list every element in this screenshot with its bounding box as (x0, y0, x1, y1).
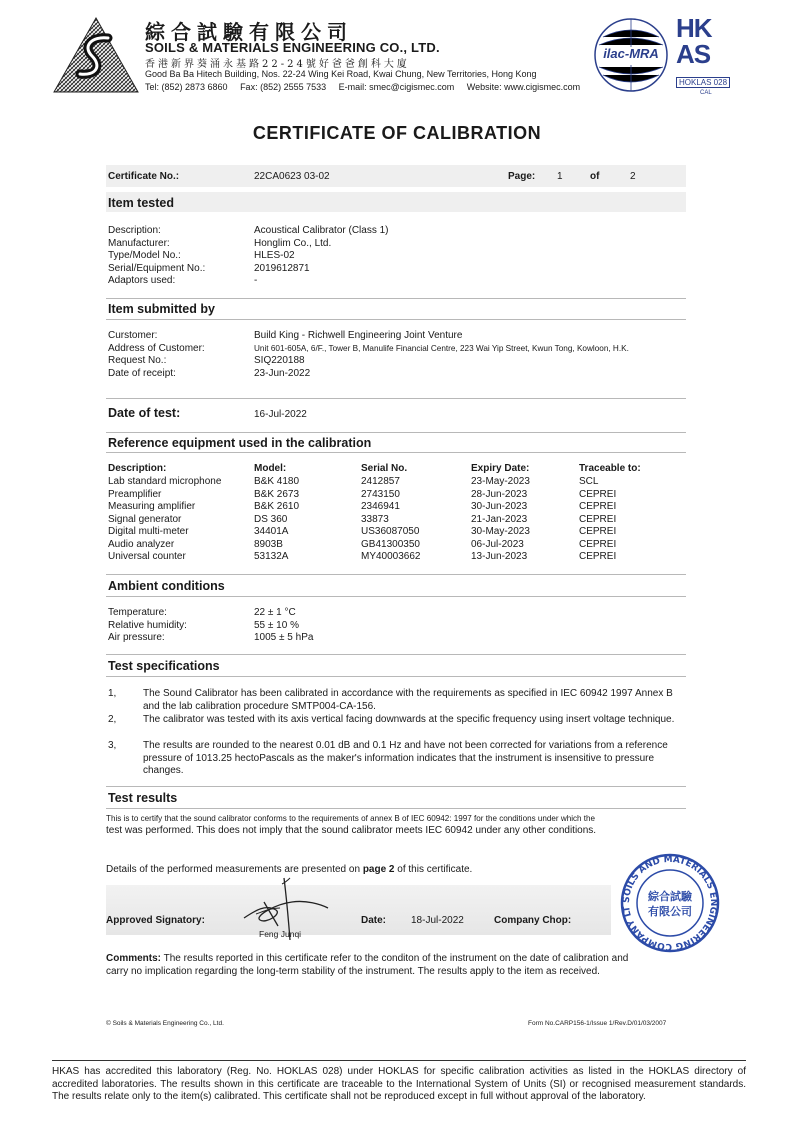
item-submitted-label: Address of Customer: (108, 342, 205, 354)
item-tested-label: Manufacturer: (108, 237, 170, 249)
item-tested-value: 2019612871 (254, 262, 310, 274)
item-tested-header-bar (106, 192, 686, 212)
approved-signatory-label: Approved Signatory: (106, 915, 205, 926)
date-of-test-value: 16-Jul-2022 (254, 409, 307, 420)
section-divider (106, 654, 686, 655)
document-title: CERTIFICATE OF CALIBRATION (252, 123, 542, 143)
company-stamp (612, 853, 728, 953)
spec-text-line: and the lab calibration procedure SMTP004-CA-156. (143, 700, 376, 712)
signature-date-label: Date: (361, 915, 387, 926)
section-divider (106, 432, 686, 433)
item-tested-label: Description: (108, 225, 161, 236)
item-tested-value: HLES-02 (254, 250, 295, 261)
table-cell: US36087050 (361, 526, 420, 537)
comments-line: carry no implication regarding the long-term stability of the instrument. The results apply to the item as received. (106, 966, 600, 977)
company-name-english: SOILS & MATERIALS ENGINEERING CO., LTD. (145, 40, 440, 55)
comments-label: Comments: (106, 953, 162, 964)
table-cell: 21-Jan-2023 (471, 513, 528, 525)
column-header: Serial No. (361, 463, 408, 474)
section-divider (106, 786, 686, 787)
section-divider (106, 298, 686, 299)
signature-date-value: 18-Jul-2022 (411, 915, 464, 926)
spec-text-line: The Sound Calibrator has been calibrated in accordance with the requirements as specified in IEC 60942 1997 Annex B (143, 688, 673, 699)
table-cell: 2346941 (361, 501, 400, 512)
company-name-chinese: 綜合試驗有限公司 (145, 20, 353, 44)
test-results-line: test was performed. This does not imply that the sound calibrator meets IEC 60942 under any other conditions. (106, 825, 597, 836)
ilac-mra-text: ilac-MRA (603, 46, 659, 61)
table-cell: GB41300350 (361, 538, 420, 550)
cal-text: CAL (700, 90, 712, 96)
table-cell: Signal generator (108, 513, 182, 525)
page-number: 1 (557, 171, 563, 182)
footer-divider (52, 1060, 746, 1061)
page-label: Page: (508, 171, 536, 182)
ambient-conditions-heading: Ambient conditions (108, 579, 225, 593)
item-submitted-value: 23-Jun-2022 (254, 367, 311, 379)
item-submitted-label: Curstomer: (108, 330, 158, 341)
spec-text-line: The results are rounded to the nearest 0.01 dB and 0.1 Hz and have not been corrected for variations from a reference (143, 740, 668, 751)
ambient-label: Air pressure: (108, 632, 165, 643)
page-of-label: of (590, 171, 600, 182)
spec-number: 2, (108, 714, 117, 725)
column-header: Description: (108, 463, 167, 474)
certificate-number-value: 22CA0623 03-02 (254, 171, 330, 182)
company-chop-label: Company Chop: (494, 915, 572, 926)
table-cell: Preamplifier (108, 488, 162, 500)
table-cell: 28-Jun-2023 (471, 488, 528, 500)
table-cell: 34401A (254, 526, 289, 537)
table-cell: CEPREI (579, 513, 617, 525)
table-cell: Lab standard microphone (108, 476, 222, 487)
address-english: Good Ba Ba Hitech Building, Nos. 22-24 Wing Kei Road, Kwai Chung, New Territories, Hong Kong (145, 69, 537, 79)
hkas-logo (676, 15, 746, 95)
table-cell: 13-Jun-2023 (471, 551, 528, 562)
comments-text: The results reported in this certificate refer to the conditon of the instrument on the date of calibration and (161, 953, 629, 964)
signatory-name: Feng Junqi (259, 929, 302, 939)
spec-number: 1, (108, 688, 117, 699)
stamp-inner-line1: 綜合試驗 (648, 890, 692, 903)
item-tested-label: Adaptors used: (108, 275, 176, 286)
section-divider (106, 574, 686, 575)
table-cell: CEPREI (579, 538, 617, 550)
hoklas-badge: HOKLAS 028 (676, 77, 730, 88)
item-submitted-heading: Item submitted by (108, 302, 215, 316)
stamp-inner-line2: 有限公司 (648, 905, 692, 918)
table-cell: DS 360 (254, 513, 288, 525)
column-header: Expiry Date: (471, 463, 530, 474)
table-cell: 8903B (254, 538, 283, 550)
section-divider (106, 808, 686, 809)
section-divider (106, 319, 686, 320)
details-page-ref: page 2 (362, 864, 395, 875)
table-cell: Universal counter (108, 551, 186, 562)
item-tested-value: Acoustical Calibrator (Class 1) (254, 225, 389, 236)
section-divider (106, 452, 686, 453)
spec-text-line: pressure of 1013.25 hectoPascals as the maker's information indicates that the instrument is insensitive to pressure (143, 752, 655, 764)
ambient-value: 22 ± 1 °C (254, 607, 296, 618)
column-header: Model: (254, 463, 287, 474)
item-tested-label: Type/Model No.: (108, 250, 181, 261)
copyright-notice: © Soils & Materials Engineering Co., Ltd. (106, 1020, 224, 1027)
item-submitted-value: Build King - Richwell Engineering Joint Venture (254, 330, 463, 341)
spec-text-line: The calibrator was tested with its axis vertical facing downwards at the specific frequency using insert voltage technique. (143, 714, 675, 725)
ambient-value: 55 ± 10 % (254, 619, 299, 631)
table-cell: CEPREI (579, 501, 617, 512)
table-cell: 23-May-2023 (471, 476, 530, 487)
column-header: Traceable to: (579, 463, 641, 474)
accreditation-note: HKAS has accredited this laboratory (Reg. No. HOKLAS 028) under HOKLAS for specific calibration activities as listed in the HOKLAS directory of accredited laboratories. The results shown in this certificate are traceable to the International System of Units (SI) or recognised measurement standards. The results relate only to the item(s) calibrated. This certificate shall not be reproduced except in full without approval of the laboratory. (52, 1066, 746, 1102)
spec-text-line: changes. (143, 765, 184, 776)
ambient-label: Relative humidity: (108, 619, 187, 631)
table-cell: 2743150 (361, 488, 400, 500)
ambient-value: 1005 ± 5 hPa (254, 632, 314, 643)
form-number: Form No.CARP156-1/Issue 1/Rev.D/01/03/2007 (528, 1020, 667, 1027)
table-cell: B&K 2673 (254, 488, 300, 500)
ilac-mra-logo (593, 17, 669, 93)
item-submitted-label: Request No.: (108, 355, 167, 366)
hkas-text: HKAS (676, 13, 712, 69)
section-divider (106, 676, 686, 677)
table-cell: Measuring amplifier (108, 501, 196, 512)
table-cell: CEPREI (579, 526, 617, 537)
table-cell: 33873 (361, 513, 389, 525)
test-specifications-heading: Test specifications (108, 659, 220, 673)
item-tested-heading: Item tested (108, 196, 174, 210)
table-cell: 30-Jun-2023 (471, 501, 528, 512)
spec-number: 3, (108, 740, 117, 751)
table-cell: CEPREI (579, 488, 617, 500)
item-tested-value: - (254, 275, 258, 286)
test-results-heading: Test results (108, 791, 178, 805)
details-suffix: of this certificate. (394, 864, 473, 875)
table-cell: MY40003662 (361, 551, 421, 562)
table-cell: 06-Jul-2023 (471, 538, 524, 550)
table-cell: 2412857 (361, 476, 400, 487)
item-submitted-value: SIQ220188 (254, 355, 305, 366)
item-tested-value: Honglim Co., Ltd. (254, 237, 332, 249)
contact-info: Tel: (852) 2873 6860 Fax: (852) 2555 7533 E-mail: smec@cigismec.com Website: www.cigismec.com (145, 82, 581, 92)
reference-equipment-heading: Reference equipment used in the calibration (108, 436, 372, 450)
company-logo (52, 16, 140, 94)
table-cell: CEPREI (579, 551, 617, 562)
signatory-bar (106, 885, 611, 935)
table-cell: Digital multi-meter (108, 526, 189, 537)
test-results-line: This is to certify that the sound calibrator conforms to the requirements of annex B of IEC 60942: 1997 for the conditions under which the (106, 814, 596, 823)
comments-line (106, 953, 628, 966)
details-prefix: Details of the performed measurements are presented on (106, 864, 363, 875)
stamp-ring-text: SOILS AND MATERIALS ENGINEERING COMPANY LT (621, 854, 719, 952)
address-chinese: 香港新界葵涌永基路22-24號好爸爸創科大廈 (145, 59, 410, 70)
item-submitted-label: Date of receipt: (108, 367, 176, 379)
date-of-test-label: Date of test: (108, 406, 181, 420)
table-cell: B&K 2610 (254, 501, 300, 512)
total-pages: 2 (630, 171, 636, 182)
table-cell: 30-May-2023 (471, 526, 530, 537)
item-tested-label: Serial/Equipment No.: (108, 262, 206, 274)
table-cell: SCL (579, 476, 599, 487)
table-cell: 53132A (254, 551, 289, 562)
table-cell: B&K 4180 (254, 476, 300, 487)
certificate-number-label: Certificate No.: (108, 171, 180, 182)
section-divider (106, 596, 686, 597)
ambient-label: Temperature: (108, 607, 167, 618)
item-submitted-value: Unit 601-605A, 6/F., Tower B, Manulife Financial Centre, 223 Wai Yip Street, Kwun Tong, Kowloon, H.K. (254, 343, 629, 353)
table-cell: Audio analyzer (108, 538, 175, 550)
section-divider (106, 398, 686, 399)
